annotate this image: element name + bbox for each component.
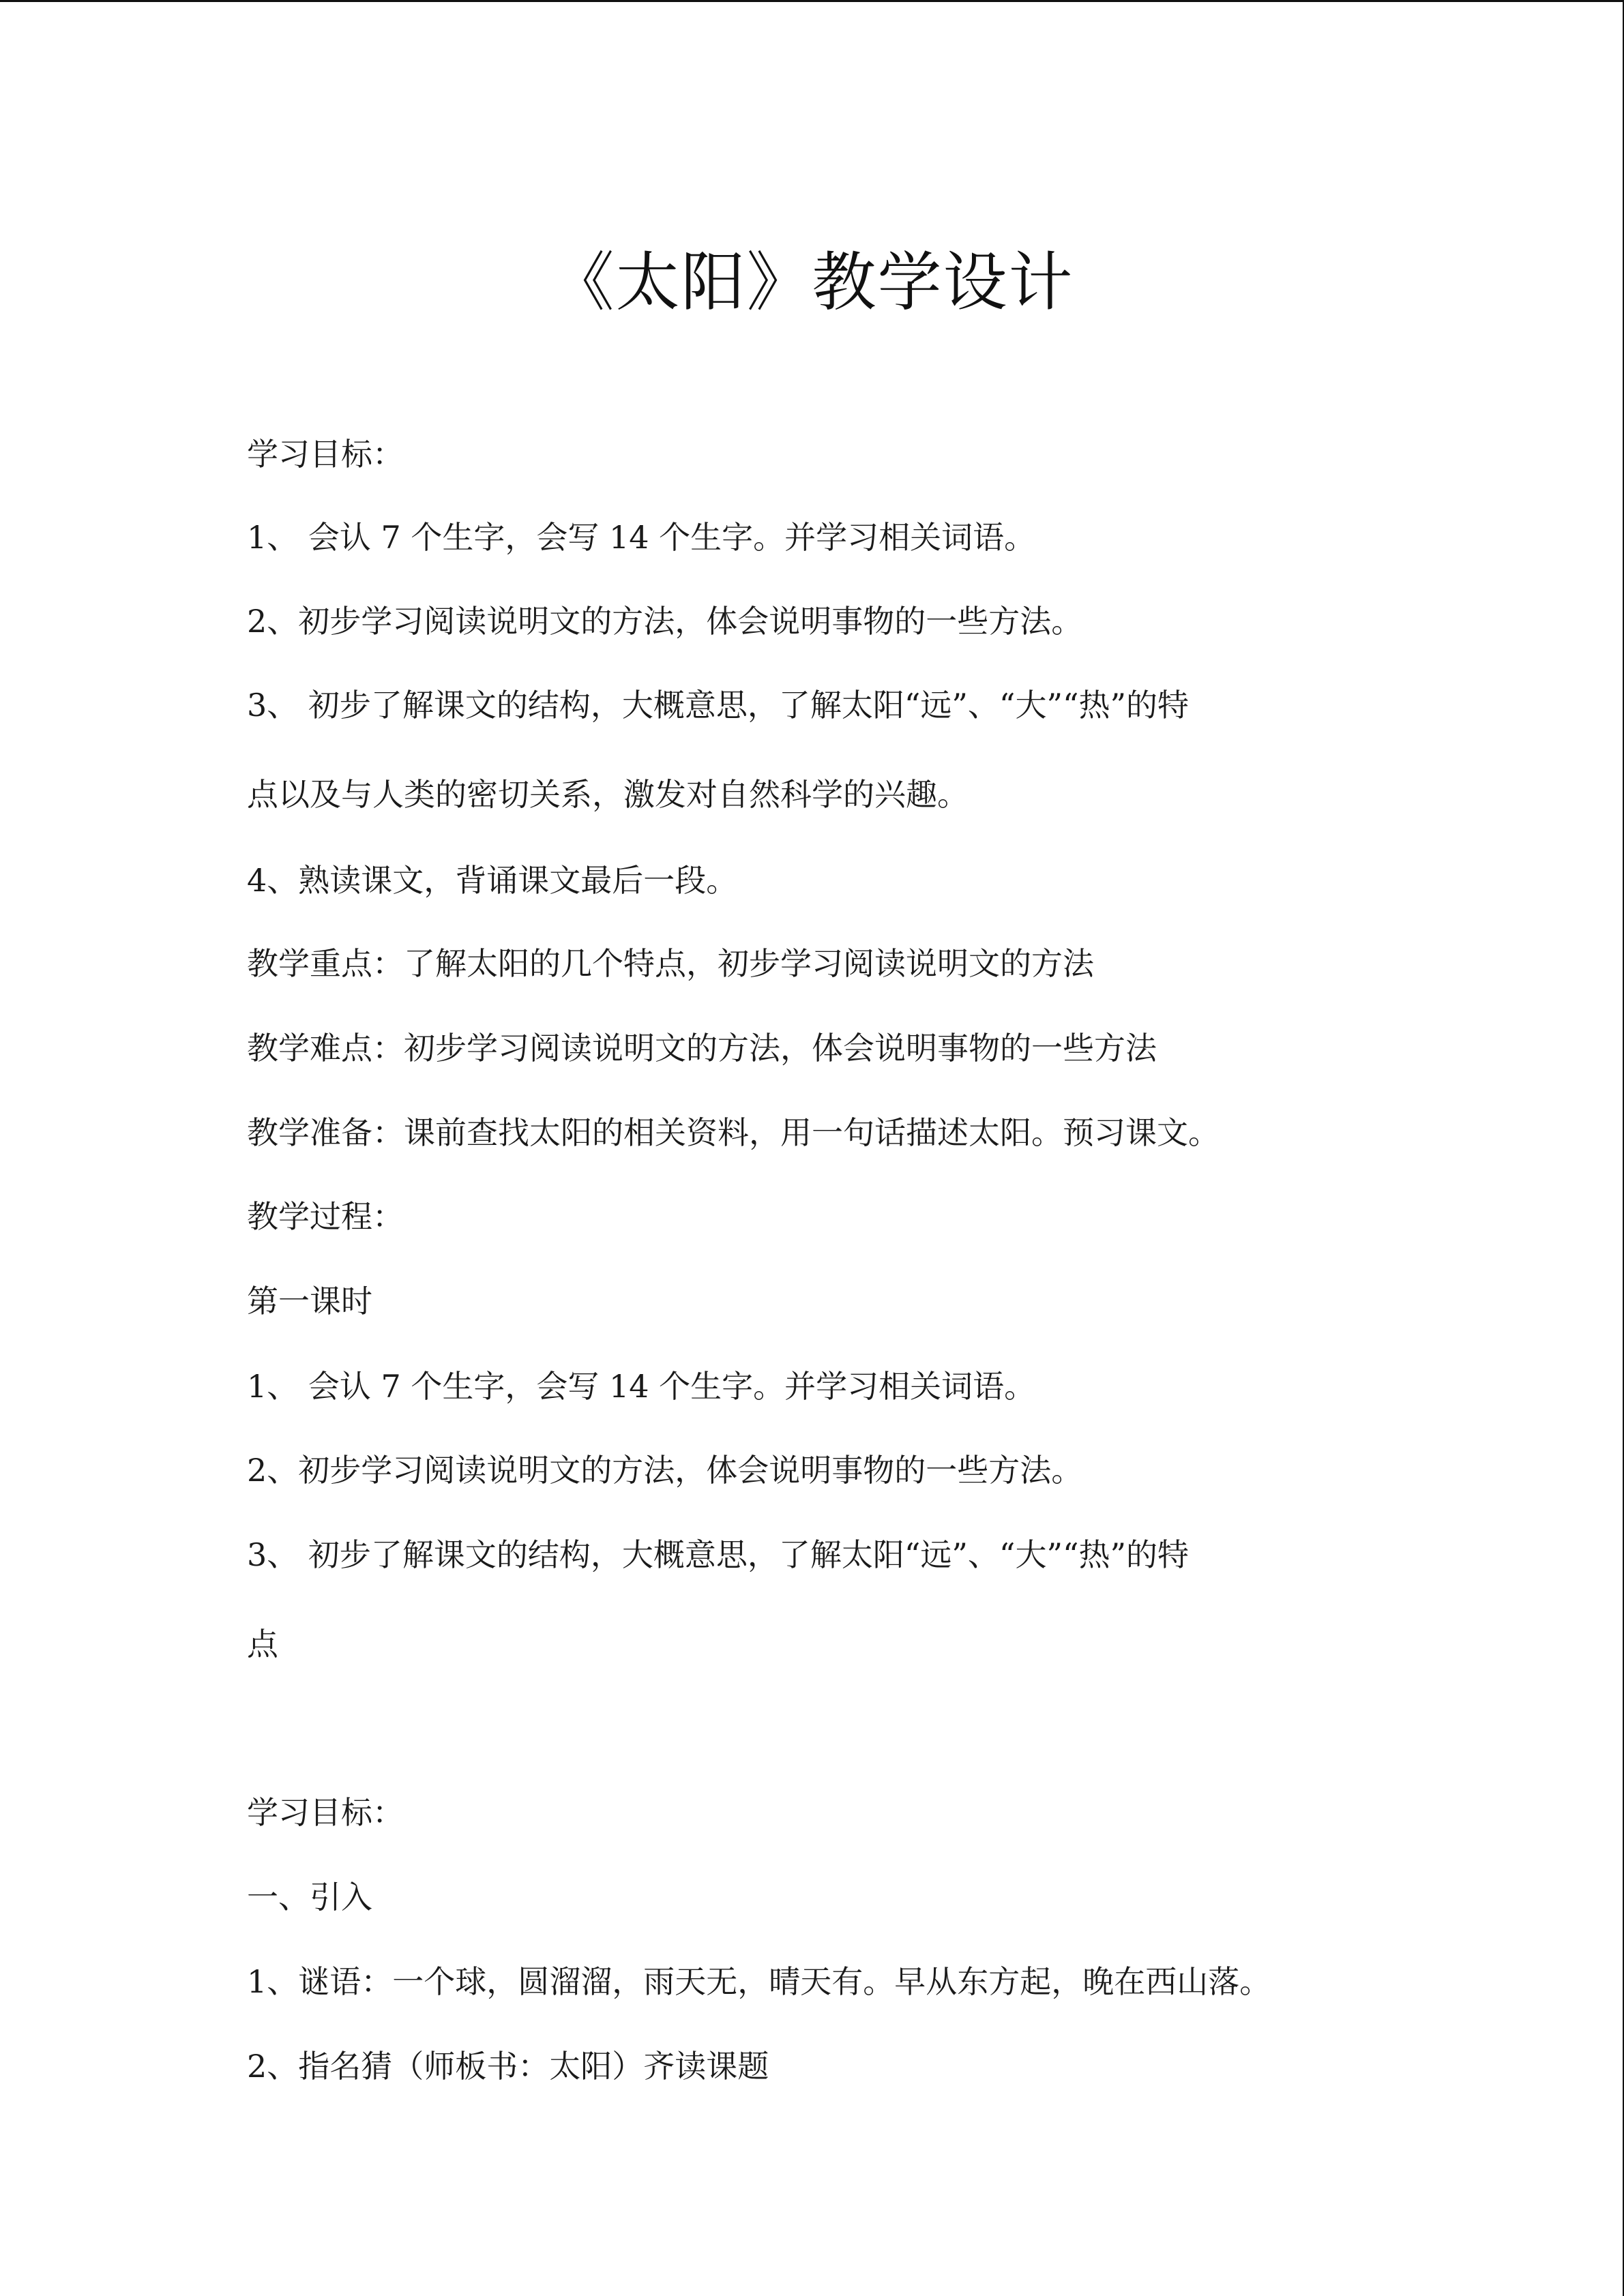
intro-item-riddle: 1、谜语：一个球，圆溜溜，雨天无，晴天有。早从东方起，晚在西山落。	[247, 1963, 1271, 2000]
heading-learning-goals-2: 学习目标：	[247, 1794, 404, 1831]
goal-item-1: 1、 会认 7 个生字，会写 14 个生字。并学习相关词语。	[247, 519, 1036, 556]
goal-item-3: 3、 初步了解课文的结构，大概意思，了解太阳“远”、“大”“热”的特	[247, 687, 1189, 724]
teaching-preparation: 教学准备：课前查找太阳的相关资料，用一句话描述太阳。预习课文。	[247, 1114, 1220, 1151]
intro-item-guess: 2、指名猜（师板书：太阳）齐读课题	[247, 2048, 769, 2085]
lesson1-item-1: 1、 会认 7 个生字，会写 14 个生字。并学习相关词语。	[247, 1368, 1036, 1405]
heading-teaching-process: 教学过程：	[247, 1198, 404, 1235]
document-title: 《太阳》教学设计	[550, 245, 1074, 320]
lesson1-item-3-continued: 点	[247, 1626, 278, 1663]
lesson1-item-2: 2、初步学习阅读说明文的方法，体会说明事物的一些方法。	[247, 1452, 1083, 1489]
goal-item-3-continued: 点以及与人类的密切关系，激发对自然科学的兴趣。	[247, 776, 969, 813]
section-introduction: 一、引入	[247, 1879, 372, 1915]
lesson1-item-3: 3、 初步了解课文的结构，大概意思，了解太阳“远”、“大”“热”的特	[247, 1536, 1189, 1573]
teaching-key-points: 教学重点：了解太阳的几个特点，初步学习阅读说明文的方法	[247, 945, 1094, 982]
page-border-top	[0, 0, 1624, 2]
goal-item-4: 4、熟读课文，背诵课文最后一段。	[247, 862, 738, 899]
heading-learning-goals: 学习目标：	[247, 436, 404, 473]
heading-first-lesson: 第一课时	[247, 1283, 372, 1320]
teaching-difficulties: 教学难点：初步学习阅读说明文的方法，体会说明事物的一些方法	[247, 1030, 1157, 1067]
goal-item-2: 2、初步学习阅读说明文的方法，体会说明事物的一些方法。	[247, 603, 1083, 640]
